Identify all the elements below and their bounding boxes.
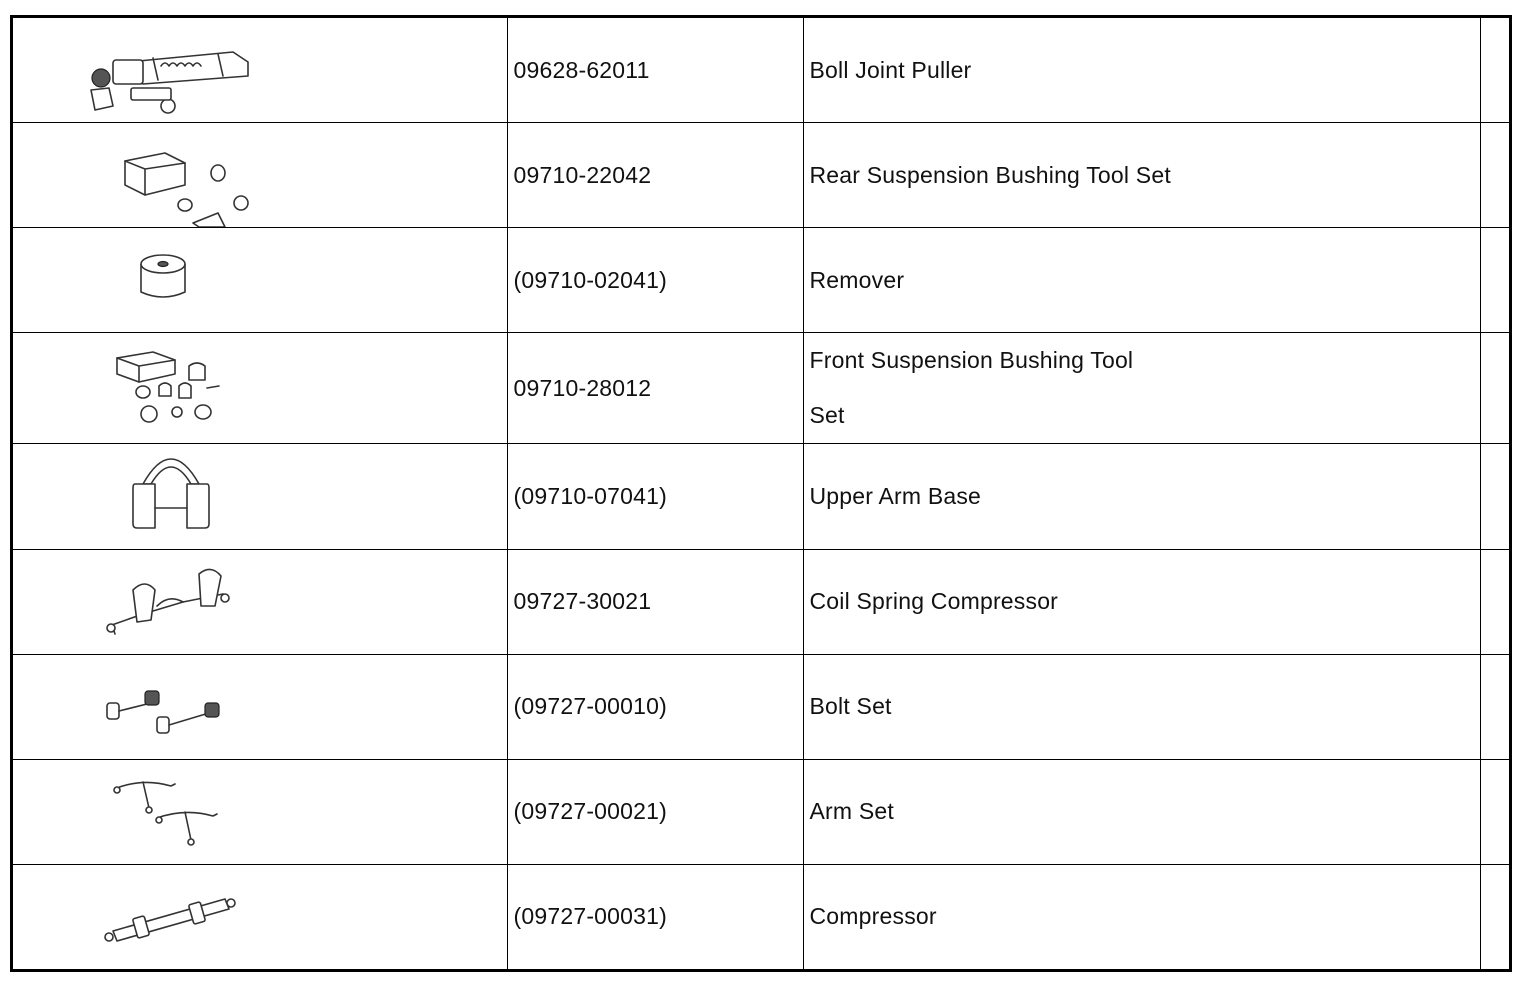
part-number: 09710-22042 — [513, 161, 652, 188]
tool-image-cell — [13, 759, 507, 864]
part-number: (09710-07041) — [513, 482, 667, 509]
tool-image-cell — [13, 549, 507, 654]
tool-name: Upper Arm Base — [809, 482, 982, 509]
tool-name: Bolt Set — [809, 693, 892, 720]
table-row — [13, 654, 1509, 759]
empty-cell — [1480, 864, 1509, 969]
tool-table-frame — [10, 15, 1512, 972]
coil-spring-compressor-icon — [73, 550, 273, 654]
tool-name: Boll Joint Puller — [809, 56, 972, 83]
empty-cell — [1480, 228, 1509, 333]
tool-name-cell — [803, 18, 1480, 123]
table-row — [13, 18, 1509, 123]
empty-cell — [1480, 123, 1509, 228]
part-number-cell — [507, 228, 803, 333]
empty-cell — [1480, 444, 1509, 549]
part-number: 09628-62011 — [513, 56, 650, 83]
compressor-icon — [73, 865, 273, 969]
empty-cell — [1480, 759, 1509, 864]
part-number: (09727-00010) — [513, 693, 667, 720]
tool-name-cell — [803, 228, 1480, 333]
tool-name: Coil Spring Compressor — [809, 588, 1059, 615]
part-number-cell — [507, 444, 803, 549]
tool-image-cell — [13, 333, 507, 444]
tool-name-cell — [803, 759, 1480, 864]
table-row — [13, 759, 1509, 864]
empty-cell — [1480, 18, 1509, 123]
table-row — [13, 333, 1509, 444]
table-row — [13, 864, 1509, 969]
part-number: 09727-30021 — [513, 588, 652, 615]
part-number-cell — [507, 864, 803, 969]
tool-name: Remover — [809, 266, 905, 293]
part-number: (09710-02041) — [513, 266, 667, 293]
tool-name-line-1: Front Suspension Bushing Tool — [809, 347, 1134, 374]
tool-name-cell — [803, 333, 1480, 444]
tool-image-cell — [13, 123, 507, 228]
special-tools-table — [13, 18, 1509, 969]
table-row — [13, 123, 1509, 228]
table-row — [13, 549, 1509, 654]
tool-name-cell — [803, 123, 1480, 228]
bushing-tool-set-icon — [73, 123, 273, 227]
remover-icon — [73, 228, 273, 332]
tool-name-cell — [803, 444, 1480, 549]
table-row — [13, 444, 1509, 549]
empty-cell — [1480, 549, 1509, 654]
tool-name-cell — [803, 654, 1480, 759]
part-number-cell — [507, 333, 803, 444]
upper-arm-base-icon — [73, 444, 273, 548]
arm-set-icon — [73, 760, 273, 864]
front-bushing-tool-set-icon — [73, 336, 273, 440]
part-number: 09710-28012 — [513, 374, 652, 401]
tool-image-cell — [13, 18, 507, 123]
part-number: (09727-00021) — [513, 798, 667, 825]
part-number-cell — [507, 759, 803, 864]
empty-cell — [1480, 654, 1509, 759]
tool-name-cell — [803, 864, 1480, 969]
part-number-cell — [507, 549, 803, 654]
tool-image-cell — [13, 864, 507, 969]
bolt-set-icon — [73, 655, 273, 759]
part-number-cell — [507, 123, 803, 228]
tool-image-cell — [13, 654, 507, 759]
part-number-cell — [507, 654, 803, 759]
tool-image-cell — [13, 444, 507, 549]
tool-image-cell — [13, 228, 507, 333]
empty-cell — [1480, 333, 1509, 444]
tool-name: Rear Suspension Bushing Tool Set — [809, 161, 1171, 188]
part-number: (09727-00031) — [513, 903, 667, 930]
tool-name-cell — [803, 549, 1480, 654]
tool-name: Arm Set — [809, 798, 894, 825]
ball-joint-puller-icon — [73, 18, 273, 122]
tool-name-line-2: Set — [809, 402, 845, 429]
part-number-cell — [507, 18, 803, 123]
table-row — [13, 228, 1509, 333]
tool-name: Compressor — [809, 903, 937, 930]
